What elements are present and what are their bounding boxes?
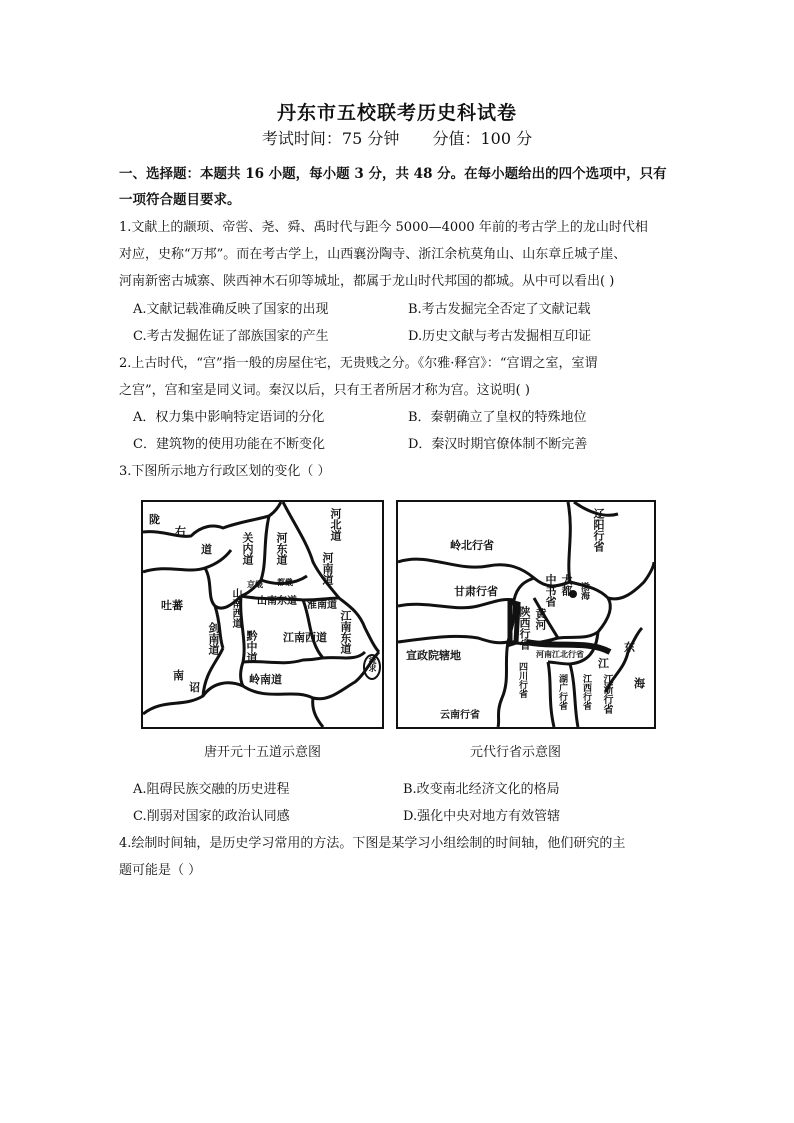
q2-stem-line2: 之宫”，宫和室是同义词。秦汉以后，只有王者所居才称为宫。这说明( ) bbox=[119, 383, 530, 398]
tang-label-dao: 道 bbox=[201, 543, 212, 556]
yuan-label-bohai: 渤海 bbox=[579, 582, 589, 600]
tang-label-shannandong: 山南东道 bbox=[257, 596, 297, 607]
q1-stem-line2: 对应，史称“万邦”。而在考古学上，山西襄汾陶寺、浙江余杭莫角山、山东章丘城子崖、 bbox=[119, 247, 627, 262]
exam-title: 丹东市五校联考历史科试卷 bbox=[276, 102, 517, 124]
yuan-label-yunnan: 云南行省 bbox=[440, 710, 480, 721]
q1-option-a[interactable]: A.文献记载准确反映了国家的出现 bbox=[133, 302, 329, 317]
yuan-label-jiangzhe: 江浙行省 bbox=[601, 674, 612, 714]
exam-score: 分值：100 分 bbox=[432, 129, 533, 148]
q3-option-b[interactable]: B.改变南北经济文化的格局 bbox=[403, 782, 560, 797]
yuan-label-huguang: 湖广行省 bbox=[557, 674, 567, 710]
yuan-label-liaoyang: 辽阳行省 bbox=[592, 508, 605, 552]
yuan-label-dadu: 大都 bbox=[560, 574, 573, 596]
q3-stem: 3.下图所示地方行政区划的变化（ ） bbox=[119, 464, 331, 479]
q3-option-a[interactable]: A.阻碍民族交融的历史进程 bbox=[133, 782, 290, 797]
q4-stem-line2: 题可能是（ ） bbox=[119, 863, 202, 878]
yuan-label-zhongshu: 中书省 bbox=[544, 574, 557, 607]
q1-option-b[interactable]: B.考古发掘完全否定了文献记载 bbox=[408, 302, 591, 317]
tang-label-jiangnanxi: 江南西道 bbox=[283, 631, 327, 644]
tang-label-tubo: 吐蕃 bbox=[161, 599, 183, 612]
yuan-label-sichuan: 四川行省 bbox=[517, 662, 527, 698]
yuan-label-dong: 东 bbox=[624, 641, 635, 654]
yuan-map bbox=[396, 500, 656, 729]
q2-option-b[interactable]: B．秦朝确立了皇权的特殊地位 bbox=[408, 410, 587, 425]
yuan-label-jiangxi: 江西行省 bbox=[581, 674, 591, 710]
tang-label-nan: 南 bbox=[173, 669, 184, 682]
yuan-label-shaanxi: 陕西行省 bbox=[518, 606, 531, 650]
yuan-label-lingbei: 岭北行省 bbox=[450, 539, 494, 552]
q3-option-c[interactable]: C.削弱对国家的政治认同感 bbox=[133, 809, 290, 824]
q2-option-d[interactable]: D．秦汉时期官僚体制不断完善 bbox=[408, 437, 588, 452]
tang-label-duji: 都畿 bbox=[277, 577, 293, 587]
yuan-map-caption: 元代行省示意图 bbox=[470, 745, 562, 760]
tang-label-liuqiu: 流求 bbox=[368, 656, 378, 672]
tang-map bbox=[141, 500, 384, 729]
tang-label-henan: 河南道 bbox=[321, 552, 334, 585]
section-heading: 一、选择题：本题共 16 小题，每小题 3 分，共 48 分。在每小题给出的四个选项中，只有 bbox=[119, 166, 667, 182]
tang-label-long: 陇 bbox=[149, 513, 160, 526]
exam-info bbox=[0, 126, 794, 149]
tang-label-jiannan: 剑南道 bbox=[207, 622, 220, 655]
tang-label-jingji: 京畿 bbox=[247, 579, 263, 589]
q2-stem-line1: 2.上古时代，“宫”指一般的房屋住宅，无贵贱之分。《尔雅·释宫》：“宫谓之室，室谓 bbox=[119, 356, 598, 371]
tang-label-qianzhong: 黔中道 bbox=[245, 630, 258, 663]
tang-label-shannanxi: 山南西道 bbox=[230, 588, 241, 628]
q1-stem-line1: 1.文献上的颛顼、帝喾、尧、舜、禹时代与距今 5000—4000 年前的考古学上的龙山时代相 bbox=[119, 220, 648, 235]
tang-map-caption: 唐开元十五道示意图 bbox=[204, 745, 322, 760]
q3-option-d[interactable]: D.强化中央对地方有效管辖 bbox=[403, 809, 561, 824]
yuan-label-xuanzheng: 宣政院辖地 bbox=[406, 649, 461, 662]
yuan-label-gansu: 甘肃行省 bbox=[454, 585, 498, 598]
q1-stem-line3: 河南新密古城寨、陕西神木石卯等城址，都属于龙山时代邦国的都城。从中可以看出( ) bbox=[119, 274, 615, 289]
tang-label-you: 右 bbox=[175, 525, 186, 538]
yuan-label-hai: 海 bbox=[634, 677, 645, 690]
section-heading-cont: 一项符合题目要求。 bbox=[119, 192, 241, 208]
tang-label-hedong: 河东道 bbox=[275, 532, 288, 565]
yuan-label-huanghe: 黄河 bbox=[534, 608, 547, 630]
tang-label-guannei: 关内道 bbox=[241, 532, 254, 565]
tang-label-jiangnandong: 江南东道 bbox=[339, 610, 352, 654]
tang-label-huainan: 淮南道 bbox=[307, 600, 337, 611]
tang-label-hebei: 河北道 bbox=[329, 508, 342, 541]
q1-option-c[interactable]: C.考古发掘佐证了部族国家的产生 bbox=[133, 329, 329, 344]
tang-label-lingnan: 岭南道 bbox=[249, 673, 282, 686]
yuan-label-henanjiangbei: 河南江北行省 bbox=[536, 649, 584, 659]
q2-option-a[interactable]: A．权力集中影响特定语词的分化 bbox=[133, 410, 325, 425]
yuan-label-jiang: 江 bbox=[598, 657, 609, 670]
exam-time: 考试时间：75 分钟 bbox=[261, 129, 400, 148]
q2-option-c[interactable]: C．建筑物的使用功能在不断变化 bbox=[133, 437, 325, 452]
q4-stem-line1: 4.绘制时间轴，是历史学习常用的方法。下图是某学习小组绘制的时间轴，他们研究的主 bbox=[119, 836, 626, 851]
q1-option-d[interactable]: D.历史文献与考古发掘相互印证 bbox=[408, 329, 592, 344]
tang-label-zhao: 诏 bbox=[189, 681, 200, 694]
